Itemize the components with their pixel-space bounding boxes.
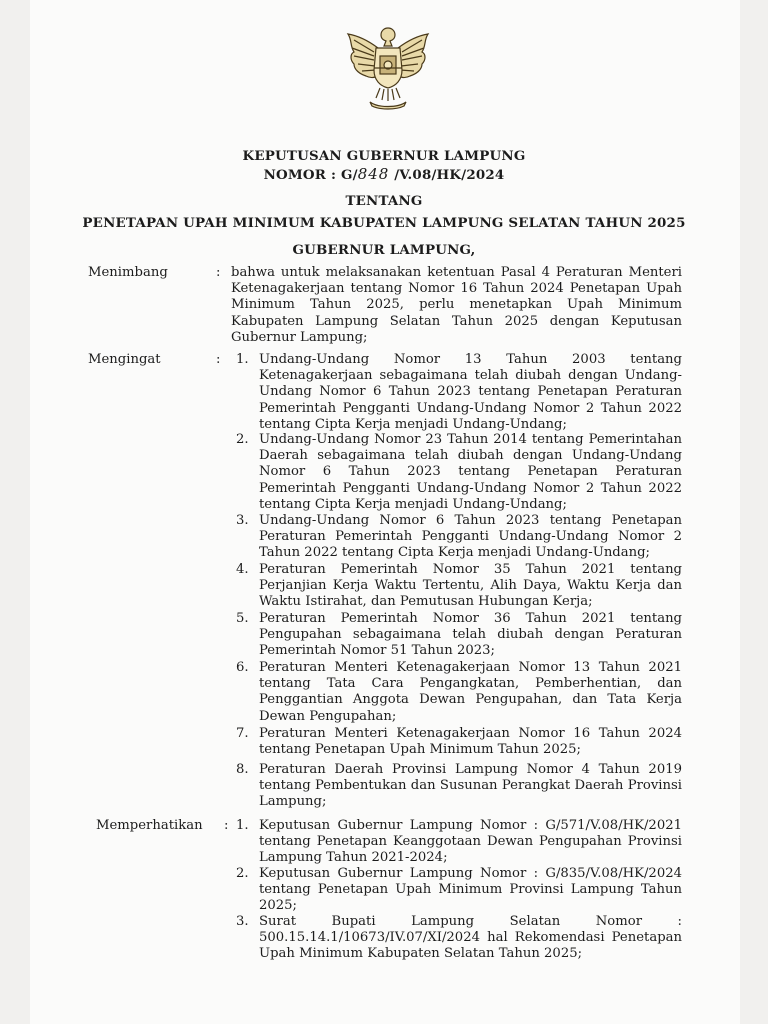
item-text: Undang-Undang Nomor 13 Tahun 2003 tentang Ketenagakerjaan sebagaimana telah diubah dengan Undang-Undang Nomor 6 Tahun 2023 tentang Penetapan Peraturan Pemerintah Pengganti Undang-Undang Nomor 2 Tahun 2022 tentang Cipta Kerja menjadi Undang-Undang;: [259, 352, 682, 432]
item-text: Peraturan Daerah Provinsi Lampung Nomor 4 Tahun 2019 tentang Pembentukan dan Susunan Perangkat Daerah Provinsi Lampung;: [259, 762, 682, 810]
decree-number-prefix: NOMOR : G/: [263, 167, 358, 183]
item-number: 7.: [236, 726, 249, 741]
memperhatikan-colon: :: [224, 818, 229, 833]
authority-heading: GUBERNUR LAMPUNG,: [292, 242, 476, 258]
item-number: 5.: [236, 611, 249, 626]
item-number: 1.: [236, 818, 249, 833]
item-number: 6.: [236, 660, 249, 675]
tentang-heading: TENTANG: [345, 193, 423, 209]
mengingat-colon: :: [216, 352, 221, 367]
menimbang-text: bahwa untuk melaksanakan ketentuan Pasal 4 Peraturan Menteri Ketenagakerjaan tentang Nomor 16 Tahun 2024 Penetapan Upah Minimum Tahun 2025, perlu menetapkan Upah Minimum Kabupaten Lampung Selatan Tahun 2025 dengan Keputusan Gubernur Lampung;: [231, 265, 682, 345]
menimbang-colon: :: [216, 265, 221, 280]
item-text: Undang-Undang Nomor 6 Tahun 2023 tentang Penetapan Peraturan Pemerintah Pengganti Undang-Undang Nomor 2 Tahun 2022 tentang Cipta Kerja menjadi Undang-Undang;: [259, 513, 682, 561]
decree-number-handwritten: 848: [357, 165, 390, 183]
item-text: Peraturan Menteri Ketenagakerjaan Nomor 16 Tahun 2024 tentang Penetapan Upah Minimum Tahun 2025;: [259, 726, 682, 758]
item-number: 3.: [236, 914, 249, 929]
memperhatikan-label: Memperhatikan: [96, 818, 203, 833]
menimbang-label: Menimbang: [88, 265, 168, 280]
garuda-emblem-icon: [340, 22, 436, 112]
item-text: Peraturan Pemerintah Nomor 35 Tahun 2021 tentang Perjanjian Kerja Waktu Tertentu, Alih Daya, Waktu Kerja dan Waktu Istirahat, dan Pemutusan Hubungan Kerja;: [259, 562, 682, 610]
item-number: 8.: [236, 762, 249, 777]
item-text: Peraturan Menteri Ketenagakerjaan Nomor 13 Tahun 2021 tentang Tata Cara Pengangkatan, Pemberhentian, dan Penggantian Anggota Dewan Pengupahan, dan Tata Kerja Dewan Pengupahan;: [259, 660, 682, 724]
item-number: 1.: [236, 352, 249, 367]
item-text: Peraturan Pemerintah Nomor 36 Tahun 2021 tentang Pengupahan sebagaimana telah diubah dengan Peraturan Pemerintah Nomor 51 Tahun 2023;: [259, 611, 682, 659]
item-number: 3.: [236, 513, 249, 528]
decree-number-suffix: /V.08/HK/2024: [389, 167, 505, 183]
item-number: 4.: [236, 562, 249, 577]
decree-subject: PENETAPAN UPAH MINIMUM KABUPATEN LAMPUNG SELATAN TAHUN 2025: [82, 215, 686, 231]
item-text: Keputusan Gubernur Lampung Nomor : G/571/V.08/HK/2021 tentang Penetapan Keanggotaan Dewan Pengupahan Provinsi Lampung Tahun 2021-2024;: [259, 818, 682, 866]
item-number: 2.: [236, 866, 249, 881]
decree-number: [0, 165, 768, 183]
item-text: Undang-Undang Nomor 23 Tahun 2014 tentang Pemerintahan Daerah sebagaimana telah diubah dengan Undang-Undang Nomor 6 Tahun 2023 tentang Penetapan Peraturan Pemerintah Pengganti Undang-Undang Nomor 2 Tahun 2022 tentang Cipta Kerja menjadi Undang-Undang;: [259, 432, 682, 512]
item-number: 2.: [236, 432, 249, 447]
mengingat-label: Mengingat: [88, 352, 161, 367]
item-text: Keputusan Gubernur Lampung Nomor : G/835/V.08/HK/2024 tentang Penetapan Upah Minimum Provinsi Lampung Tahun 2025;: [259, 866, 682, 914]
item-text: Surat Bupati Lampung Selatan Nomor : 500.15.14.1/10673/IV.07/XI/2024 hal Rekomendasi Penetapan Upah Minimum Kabupaten Selatan Tahun 2025;: [259, 914, 682, 962]
decree-title: KEPUTUSAN GUBERNUR LAMPUNG: [242, 148, 526, 164]
